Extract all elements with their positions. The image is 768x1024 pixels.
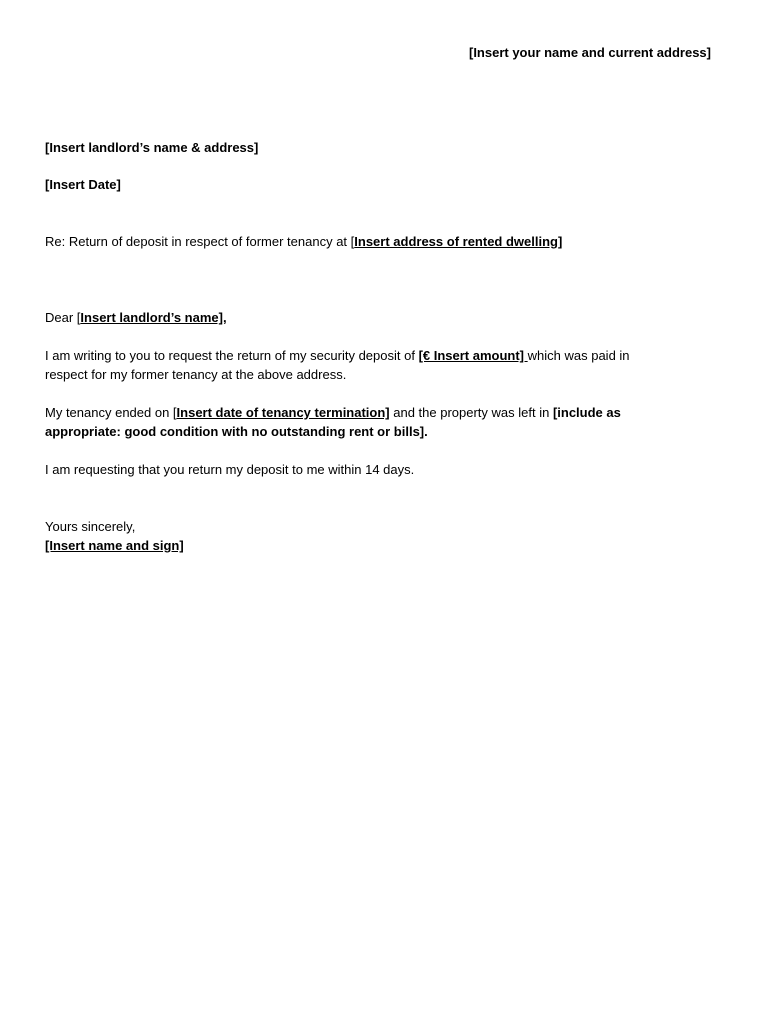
salutation <box>45 308 227 327</box>
paragraph-tenancy-middle: and the property was left in <box>389 405 553 420</box>
paragraph-request-text-after: which was paid in <box>527 348 630 363</box>
paragraph-request-text: I am writing to you to request the return of my security deposit of <box>45 348 419 363</box>
paragraph-request-text-line2: respect for my former tenancy at the above address. <box>45 367 347 382</box>
subject-line <box>45 232 562 251</box>
subject-placeholder: Insert address of rented dwelling] <box>354 234 563 249</box>
paragraph-request <box>45 346 705 384</box>
deposit-amount-placeholder: [€ Insert amount] <box>418 348 528 363</box>
paragraph-tenancy-ended <box>45 403 705 441</box>
closing: Yours sincerely, <box>45 519 136 534</box>
letter-date: [Insert Date] <box>45 177 121 192</box>
salutation-prefix: Dear [ <box>45 310 81 325</box>
signature-placeholder: [Insert name and sign] <box>45 538 184 553</box>
salutation-suffix: , <box>222 310 227 325</box>
paragraph-request-14-days: I am requesting that you return my deposit to me within 14 days. <box>45 462 415 477</box>
sender-address: [Insert your name and current address] <box>468 45 711 60</box>
salutation-placeholder: Insert landlord’s name] <box>80 310 223 325</box>
condition-placeholder-line2: appropriate: good condition with no outstanding rent or bills]. <box>45 424 428 439</box>
paragraph-tenancy-text: My tenancy ended on [ <box>45 405 177 420</box>
termination-date-placeholder: Insert date of tenancy termination] <box>176 405 390 420</box>
landlord-address: [Insert landlord’s name & address] <box>45 140 259 155</box>
subject-prefix: Re: Return of deposit in respect of former tenancy at [ <box>45 234 355 249</box>
condition-placeholder-line1: [include as <box>552 405 621 420</box>
